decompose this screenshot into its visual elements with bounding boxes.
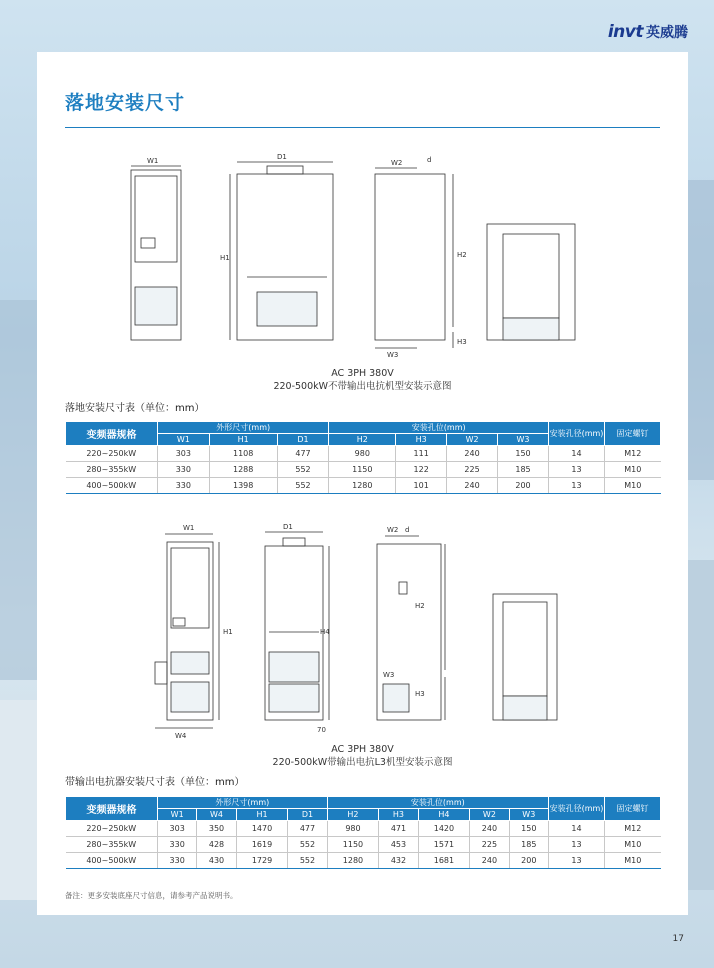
table2-row-cell: M12 — [605, 821, 661, 837]
table2-row-cell: 1470 — [236, 821, 288, 837]
table2-col: W2 — [470, 809, 509, 821]
table2-header-screw: 固定螺钉 — [605, 797, 661, 821]
table2-title: 带输出电抗器安装尺寸表（单位：mm） — [65, 777, 245, 788]
table2-row-cell: 980 — [327, 821, 379, 837]
page-title: 落地安装尺寸 — [65, 92, 186, 114]
table2-row-cell: 350 — [197, 821, 236, 837]
table2-col: H4 — [418, 809, 470, 821]
table1-row-cell: 552 — [277, 462, 329, 478]
table2-row-cell: 303 — [158, 821, 197, 837]
diagram2-caption-line1: AC 3PH 380V — [331, 744, 394, 755]
table2-row-cell: 200 — [509, 853, 548, 869]
table2-row-cell: 330 — [158, 853, 197, 869]
diagram-reactor-install — [137, 522, 597, 744]
table1-row-cell: M10 — [605, 478, 661, 494]
table1-row-cell: 225 — [447, 462, 498, 478]
table2-row — [66, 821, 661, 837]
table1-row-cell: 303 — [158, 446, 210, 462]
table2-row-cell: 552 — [288, 837, 327, 853]
table1-row-cell: 13 — [549, 462, 605, 478]
diagram2-caption — [37, 743, 688, 769]
brand-name: 英威腾 — [646, 25, 688, 41]
table1-row-cell: 122 — [396, 462, 447, 478]
dim-label-h1: H1 — [220, 254, 230, 262]
table1-col: H2 — [329, 434, 396, 446]
dim-label-d1: D1 — [277, 153, 287, 161]
dim-label-h1: H1 — [223, 628, 233, 636]
dim-label-w2: W2 — [387, 526, 399, 534]
table2-row-cell: 428 — [197, 837, 236, 853]
table1-col: H3 — [396, 434, 447, 446]
table1-group-outer: 外形尺寸(mm) — [158, 422, 329, 434]
table1-row — [66, 446, 661, 462]
table2-row-cell: 1150 — [327, 837, 379, 853]
table1-header-screw: 固定螺钉 — [605, 422, 661, 446]
table2-row-cell: 453 — [379, 837, 418, 853]
table1-row-cell: 280~355kW — [66, 462, 158, 478]
table2 — [65, 796, 661, 869]
table2-row-cell: 1619 — [236, 837, 288, 853]
table1-header-model: 变频器规格 — [66, 422, 158, 446]
table1-group-hole: 安装孔位(mm) — [329, 422, 549, 434]
table1-col: W1 — [158, 434, 210, 446]
table1-row-cell: 101 — [396, 478, 447, 494]
table1-col: W3 — [498, 434, 549, 446]
table1-row-cell: 1108 — [209, 446, 277, 462]
table2-row-cell: M10 — [605, 853, 661, 869]
dim-label-h2: H2 — [457, 251, 467, 259]
table1-row-cell: 330 — [158, 478, 210, 494]
dim-label-w2: W2 — [391, 159, 403, 167]
dim-label-h3: H3 — [415, 690, 425, 698]
table2-group-outer: 外形尺寸(mm) — [158, 797, 328, 809]
table2-row-cell: 240 — [470, 821, 509, 837]
table2-row-cell: 471 — [379, 821, 418, 837]
table1-title: 落地安装尺寸表（单位：mm） — [65, 403, 205, 414]
table1 — [65, 421, 661, 494]
table2-header-model: 变频器规格 — [66, 797, 158, 821]
table1-row-cell: 477 — [277, 446, 329, 462]
table1-row — [66, 478, 661, 494]
diagram1-caption-line2: 220-500kW不带输出电抗机型安装示意图 — [273, 381, 452, 392]
table2-col: D1 — [288, 809, 327, 821]
table2-row-cell: 1420 — [418, 821, 470, 837]
table2-col: H1 — [236, 809, 288, 821]
title-divider — [65, 127, 660, 128]
page-sheet — [37, 52, 688, 915]
dim-label-w3: W3 — [383, 671, 395, 679]
dim-label-d: d — [427, 156, 432, 164]
table1-row-cell: 552 — [277, 478, 329, 494]
dim-label-w4: W4 — [175, 732, 187, 740]
table2-row-cell: 1571 — [418, 837, 470, 853]
dim-label-h4: H4 — [320, 628, 330, 636]
table2-row-cell: 1280 — [327, 853, 379, 869]
table2-col: W4 — [197, 809, 236, 821]
page-number: 17 — [672, 934, 684, 944]
table2-row-cell: 432 — [379, 853, 418, 869]
dim-label-h2: H2 — [415, 602, 425, 610]
dim-label-w3: W3 — [387, 351, 399, 357]
dim-label-w1: W1 — [147, 157, 159, 165]
table1-row-cell: 1150 — [329, 462, 396, 478]
table2-row-cell: 280~355kW — [66, 837, 158, 853]
table2-row-cell: 185 — [509, 837, 548, 853]
dim-label-w1: W1 — [183, 524, 195, 532]
table2-row-cell: 477 — [288, 821, 327, 837]
table2-row-cell: 330 — [158, 837, 197, 853]
table1-row-cell: 200 — [498, 478, 549, 494]
table2-col: W1 — [158, 809, 197, 821]
table2-row-cell: 225 — [470, 837, 509, 853]
dim-label-h3: H3 — [457, 338, 467, 346]
table1-row-cell: 13 — [549, 478, 605, 494]
table2-col: H2 — [327, 809, 379, 821]
table1-row-cell: 220~250kW — [66, 446, 158, 462]
table2-row-cell: 13 — [549, 853, 605, 869]
table2-row-cell: 220~250kW — [66, 821, 158, 837]
table1-row-cell: 330 — [158, 462, 210, 478]
table1-col: H1 — [209, 434, 277, 446]
table1-row-cell: 980 — [329, 446, 396, 462]
table2-row-cell: 430 — [197, 853, 236, 869]
table1-row-cell: 111 — [396, 446, 447, 462]
table2-row — [66, 837, 661, 853]
table1-row-cell: 1288 — [209, 462, 277, 478]
table2-row-cell: 1681 — [418, 853, 470, 869]
table2-col: W3 — [509, 809, 548, 821]
table1-row-cell: 1280 — [329, 478, 396, 494]
footnote: 备注：更多安装底座尺寸信息，请参考产品说明书。 — [65, 891, 238, 900]
table2-row-cell: 1729 — [236, 853, 288, 869]
table2-row-cell: 14 — [549, 821, 605, 837]
table1-row-cell: 14 — [549, 446, 605, 462]
table2-group-hole: 安装孔位(mm) — [327, 797, 548, 809]
diagram-floor-install — [117, 152, 597, 357]
table1-col: D1 — [277, 434, 329, 446]
table2-col: H3 — [379, 809, 418, 821]
table1-row-cell: M12 — [605, 446, 661, 462]
table2-row-cell: 240 — [470, 853, 509, 869]
diagram2-caption-line2: 220-500kW带输出电抗L3机型安装示意图 — [272, 757, 453, 768]
brand-mark: invt — [607, 22, 643, 42]
table2-row-cell: 552 — [288, 853, 327, 869]
table1-row — [66, 462, 661, 478]
table2-row-cell: M10 — [605, 837, 661, 853]
table2-row-cell: 400~500kW — [66, 853, 158, 869]
table1-row-cell: M10 — [605, 462, 661, 478]
table2-row — [66, 853, 661, 869]
table1-row-cell: 400~500kW — [66, 478, 158, 494]
diagram1-caption — [37, 367, 688, 393]
table2-row-cell: 150 — [509, 821, 548, 837]
table2-header-hole-dia: 安装孔径(mm) — [549, 797, 605, 821]
table1-row-cell: 185 — [498, 462, 549, 478]
diagram1-caption-line1: AC 3PH 380V — [331, 368, 394, 379]
table1-row-cell: 240 — [447, 478, 498, 494]
table1-row-cell: 150 — [498, 446, 549, 462]
table1-header-hole-dia: 安装孔径(mm) — [549, 422, 605, 446]
dim-label-d: d — [405, 526, 410, 534]
dim-label-70: 70 — [317, 726, 326, 734]
dim-label-d1: D1 — [283, 523, 293, 531]
table1-row-cell: 1398 — [209, 478, 277, 494]
table1-row-cell: 240 — [447, 446, 498, 462]
brand-logo — [608, 22, 688, 42]
table2-row-cell: 13 — [549, 837, 605, 853]
table1-col: W2 — [447, 434, 498, 446]
